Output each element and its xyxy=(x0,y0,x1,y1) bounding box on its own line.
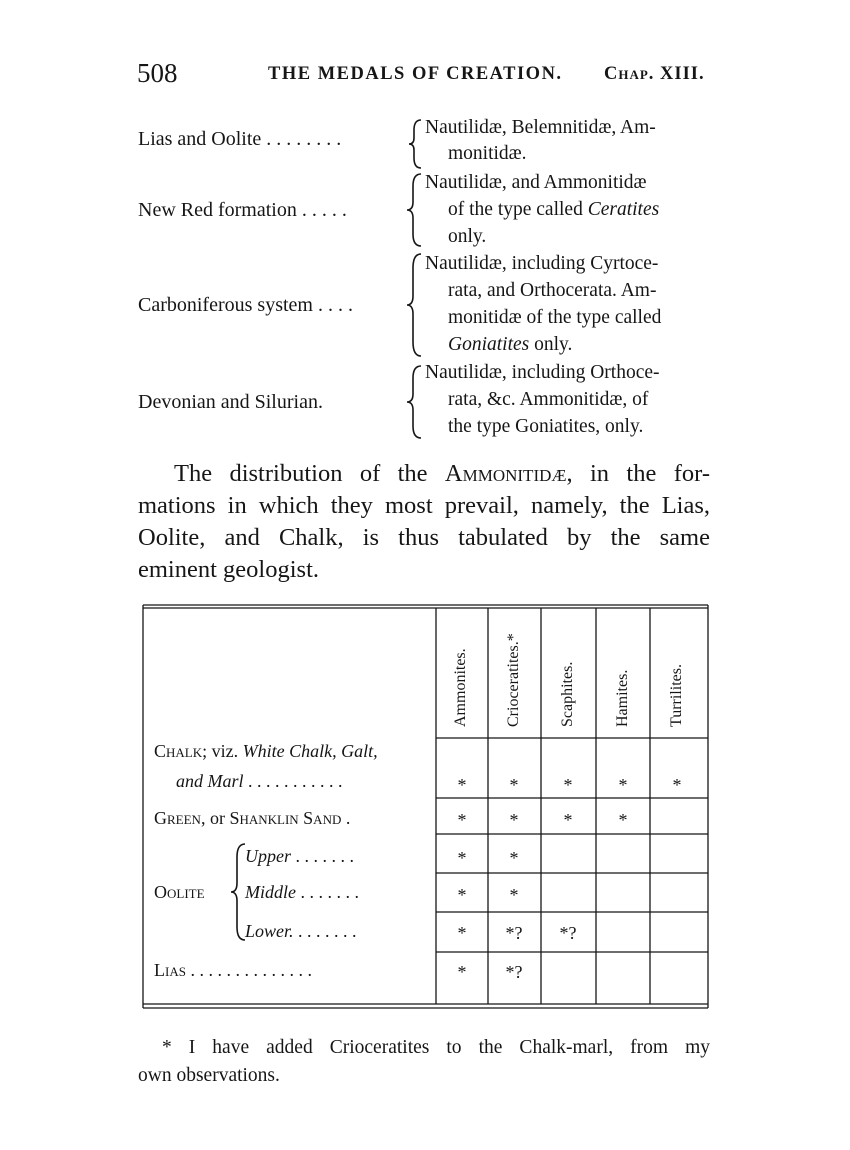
table-cell: *? xyxy=(505,923,523,943)
table-cell: * xyxy=(509,810,519,830)
table-cell: * xyxy=(618,775,628,795)
row-label-green-sand: Green, or Shanklin Sand . xyxy=(154,808,351,828)
table-cell: *? xyxy=(559,923,577,943)
row-label-oolite-lower: Lower. . . . . . . . xyxy=(245,921,357,941)
column-header-turrilites: Turrilites. xyxy=(668,664,685,727)
formation-label-devonian: Devonian and Silurian. xyxy=(138,391,323,413)
formation-label-carboniferous: Carboniferous system . . . . xyxy=(138,294,353,316)
taxon-name: Ammonitidæ xyxy=(444,460,567,487)
formation-desc-line: monitidæ of the type called xyxy=(448,307,662,328)
table-cell: * xyxy=(509,885,519,905)
brace-icon xyxy=(406,118,424,170)
formation-label-new-red: New Red formation . . . . . xyxy=(138,199,347,221)
formation-desc-line: Nautilidæ, Belemnitidæ, Am- xyxy=(425,117,656,138)
table-cell: * xyxy=(457,810,467,830)
page-number: 508 xyxy=(137,58,178,88)
table-cell: * xyxy=(563,775,573,795)
table-cell: * xyxy=(457,775,467,795)
row-label-chalk: Chalk; viz. White Chalk, Galt, xyxy=(154,741,378,761)
column-header-scaphites: Scaphites. xyxy=(559,661,576,727)
brace-icon xyxy=(404,252,424,358)
column-header-ammonites: Ammonites. xyxy=(452,648,469,727)
column-header-hamites: Hamites. xyxy=(614,669,631,727)
formation-desc-line: rata, and Orthocerata. Am- xyxy=(448,280,657,301)
column-header-crioceratites: Crioceratites.* xyxy=(505,633,522,727)
formation-desc-line: rata, &c. Ammonitidæ, of xyxy=(448,389,649,410)
page-header xyxy=(0,0,850,100)
running-title: THE MEDALS OF CREATION. xyxy=(268,64,563,84)
footnote-line: * I have added Crioceratites to the Chalk-marl, from my xyxy=(162,1037,710,1058)
formation-desc-line: Nautilidæ, including Orthoce- xyxy=(425,362,660,383)
paragraph-line: The distribution of the Ammonitidæ, in the for- xyxy=(174,460,710,487)
table-cell: * xyxy=(509,775,519,795)
paragraph-line: eminent geologist. xyxy=(138,556,319,583)
table-cell: * xyxy=(457,923,467,943)
table-cell: * xyxy=(672,775,682,795)
formation-desc-italic: Ceratites xyxy=(587,199,660,220)
row-label-chalk-cont: and Marl . . . . . . . . . . . xyxy=(176,771,343,791)
table-cell: * xyxy=(457,848,467,868)
row-label-oolite-middle: Middle . . . . . . . xyxy=(245,882,359,902)
table-cell: * xyxy=(563,810,573,830)
paragraph-line: mations in which they most prevail, namely, the Lias, xyxy=(138,492,710,519)
footnote-line: own observations. xyxy=(138,1065,280,1086)
chapter-label: Chap. XIII. xyxy=(604,64,705,84)
formation-desc-line: monitidæ. xyxy=(448,143,527,164)
brace-icon xyxy=(404,364,424,440)
brace-icon xyxy=(404,172,424,248)
row-label-oolite-upper: Upper . . . . . . . xyxy=(245,846,354,866)
footnote xyxy=(138,1034,710,1090)
formation-desc-line: only. xyxy=(448,226,487,247)
table-cell: *? xyxy=(505,962,523,982)
body-paragraph xyxy=(138,458,710,586)
paragraph-line: Oolite, and Chalk, is thus tabulated by the same xyxy=(138,524,710,551)
formation-desc-line: Goniatites only. xyxy=(448,334,573,355)
table-cell: * xyxy=(618,810,628,830)
row-label-lias: Lias . . . . . . . . . . . . . . xyxy=(154,960,312,980)
table-cell: * xyxy=(457,885,467,905)
row-label-oolite: Oolite xyxy=(154,882,205,902)
formation-label-lias-oolite: Lias and Oolite . . . . . . . . xyxy=(138,128,342,150)
formation-desc-italic: Goniatites xyxy=(448,334,530,355)
table-cell: * xyxy=(509,848,519,868)
formation-desc-line: Nautilidæ, including Cyrtoce- xyxy=(425,253,659,274)
table-cell: * xyxy=(457,962,467,982)
formation-desc-line: the type Goniatites, only. xyxy=(448,416,644,437)
formation-desc-line: of the type called Ceratites xyxy=(448,199,660,220)
formation-desc-line: Nautilidæ, and Ammonitidæ xyxy=(425,172,647,193)
